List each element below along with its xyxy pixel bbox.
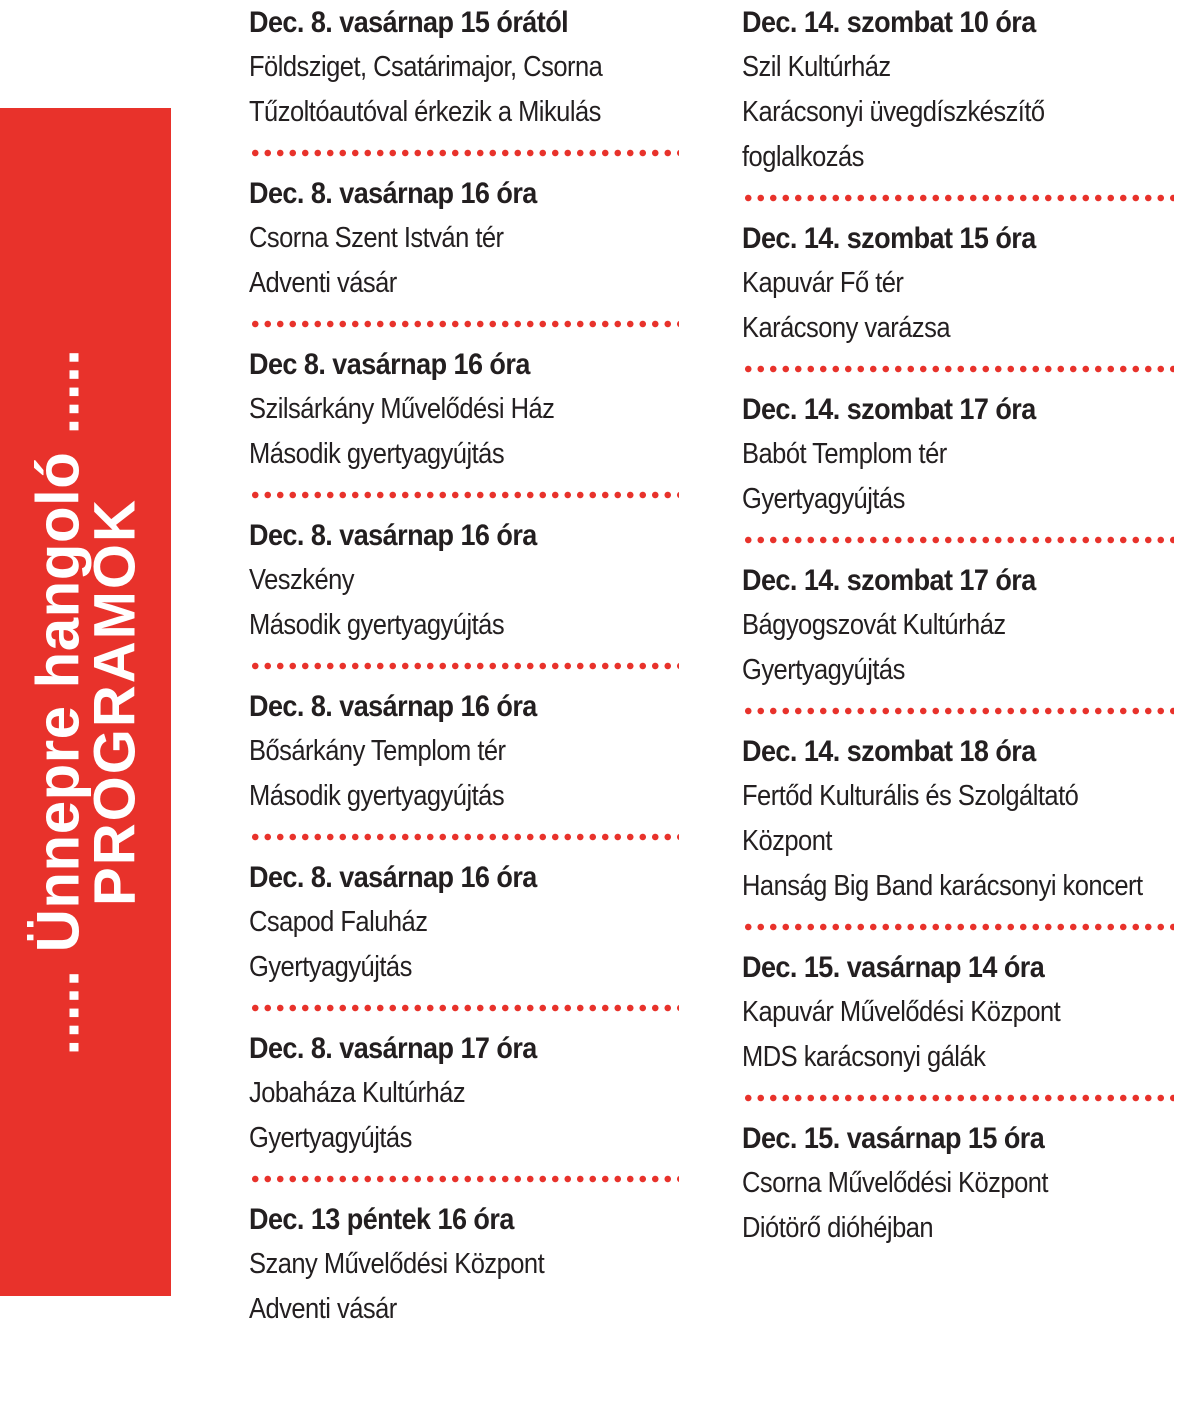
event-date: Dec 8. vasárnap 16 óra <box>249 348 530 381</box>
event-detail: Tűzoltóautóval érkezik a Mikulás <box>249 96 601 128</box>
event-detail: Földsziget, Csatárimajor, Csorna <box>249 51 603 83</box>
dotted-separator <box>249 320 679 328</box>
event-date: Dec. 14. szombat 18 óra <box>742 735 1036 768</box>
side-banner <box>0 108 171 1296</box>
program-event <box>249 0 679 135</box>
program-event <box>249 1197 679 1332</box>
event-detail: Szany Művelődési Központ <box>249 1248 545 1280</box>
program-event <box>249 513 679 648</box>
event-date: Dec. 8. vasárnap 16 óra <box>249 519 537 552</box>
event-date: Dec. 15. vasárnap 15 óra <box>742 1122 1045 1155</box>
event-date: Dec. 8. vasárnap 16 óra <box>249 861 537 894</box>
event-detail: Második gyertyagyújtás <box>249 780 505 812</box>
dotted-separator <box>742 194 1174 202</box>
program-event <box>249 1026 679 1161</box>
dotted-separator <box>249 833 679 841</box>
banner-subtitle: PROGRAMOK <box>81 498 147 906</box>
program-event <box>742 387 1174 522</box>
dotted-separator <box>249 1004 679 1012</box>
event-detail: Jobaháza Kultúrház <box>249 1077 466 1109</box>
right-program-column <box>742 0 1174 1251</box>
program-event <box>742 0 1174 180</box>
event-detail: Gyertyagyújtás <box>249 1122 412 1154</box>
banner-text <box>0 108 171 1296</box>
dotted-separator <box>249 1175 679 1183</box>
program-event <box>249 342 679 477</box>
event-detail: Fertőd Kulturális és Szolgáltató <box>742 780 1079 812</box>
program-event <box>249 171 679 306</box>
dotted-separator <box>249 149 679 157</box>
program-event <box>742 729 1174 909</box>
event-detail: MDS karácsonyi gálák <box>742 1041 986 1073</box>
event-detail: Központ <box>742 825 832 857</box>
event-detail: Gyertyagyújtás <box>742 483 905 515</box>
event-detail: Bősárkány Templom tér <box>249 735 506 767</box>
program-event <box>249 855 679 990</box>
left-program-column <box>249 0 679 1332</box>
program-event <box>742 558 1174 693</box>
program-event <box>742 945 1174 1080</box>
event-detail: Második gyertyagyújtás <box>249 609 505 641</box>
dotted-separator <box>742 536 1174 544</box>
event-detail: Második gyertyagyújtás <box>249 438 505 470</box>
event-detail: Szil Kultúrház <box>742 51 891 83</box>
event-detail: Csapod Faluház <box>249 906 428 938</box>
event-detail: Adventi vásár <box>249 267 397 299</box>
event-detail: Hanság Big Band karácsonyi koncert <box>742 870 1143 902</box>
dotted-separator <box>742 923 1174 931</box>
event-date: Dec. 8. vasárnap 17 óra <box>249 1032 537 1065</box>
dotted-separator <box>742 365 1174 373</box>
event-date: Dec. 14. szombat 15 óra <box>742 222 1036 255</box>
event-detail: Kapuvár Fő tér <box>742 267 904 299</box>
dotted-separator <box>249 491 679 499</box>
program-event <box>742 1116 1174 1251</box>
event-detail: Csorna Szent István tér <box>249 222 504 254</box>
event-detail: Diótörő dióhéjban <box>742 1212 934 1244</box>
event-date: Dec. 13 péntek 16 óra <box>249 1203 514 1236</box>
program-event <box>742 216 1174 351</box>
event-detail: Szilsárkány Művelődési Ház <box>249 393 555 425</box>
event-detail: Bágyogszovát Kultúrház <box>742 609 1006 641</box>
event-date: Dec. 14. szombat 10 óra <box>742 6 1036 39</box>
event-date: Dec. 8. vasárnap 16 óra <box>249 690 537 723</box>
event-detail: Adventi vásár <box>249 1293 397 1325</box>
event-date: Dec. 15. vasárnap 14 óra <box>742 951 1045 984</box>
event-date: Dec. 14. szombat 17 óra <box>742 393 1036 426</box>
event-detail: Gyertyagyújtás <box>742 654 905 686</box>
banner-title: ..... Ünnepre hangoló ..... <box>23 348 91 1056</box>
program-event <box>249 684 679 819</box>
event-detail: Karácsonyi üvegdíszkészítő <box>742 96 1045 128</box>
event-detail: foglalkozás <box>742 141 864 173</box>
event-detail: Karácsony varázsa <box>742 312 951 344</box>
dotted-separator <box>249 662 679 670</box>
event-detail: Veszkény <box>249 564 355 596</box>
event-detail: Csorna Művelődési Központ <box>742 1167 1048 1199</box>
dotted-separator <box>742 707 1174 715</box>
event-date: Dec. 8. vasárnap 16 óra <box>249 177 537 210</box>
event-date: Dec. 14. szombat 17 óra <box>742 564 1036 597</box>
event-detail: Kapuvár Művelődési Központ <box>742 996 1061 1028</box>
event-detail: Gyertyagyújtás <box>249 951 412 983</box>
event-detail: Babót Templom tér <box>742 438 947 470</box>
event-date: Dec. 8. vasárnap 15 órától <box>249 6 569 39</box>
dotted-separator <box>742 1094 1174 1102</box>
